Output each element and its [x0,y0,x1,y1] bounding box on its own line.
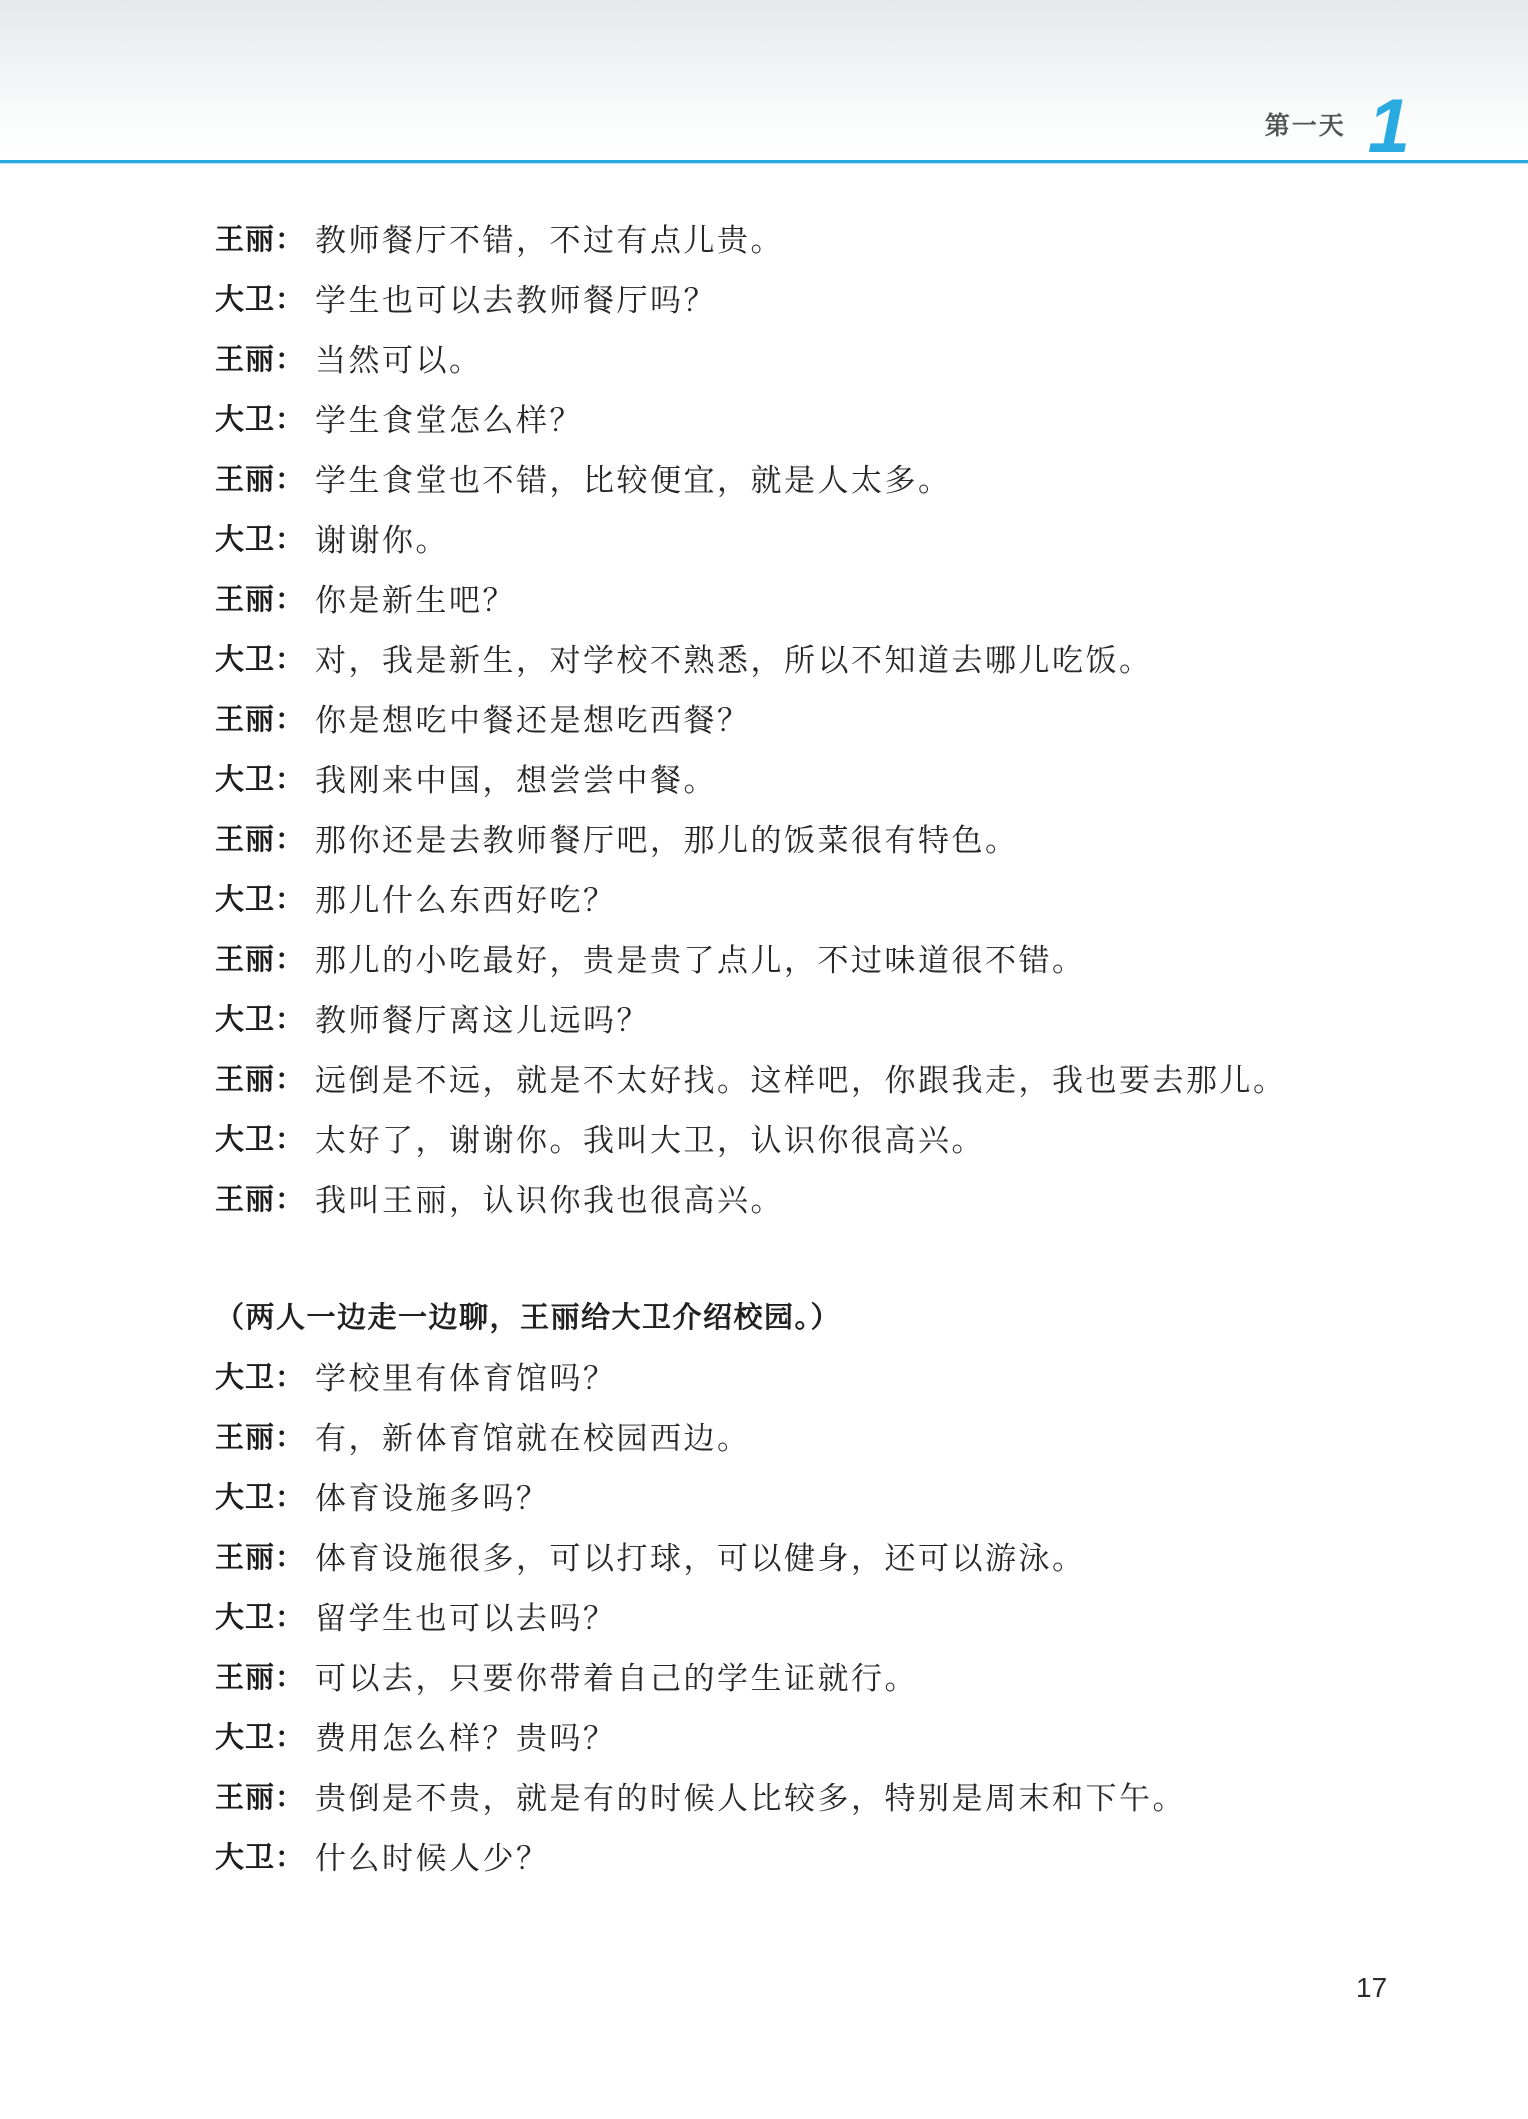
speaker-name: 王丽： [215,583,306,616]
dialogue-line [215,627,1438,687]
dialogue-text: 有，新体育馆就在校园西边。 [315,1420,751,1456]
dialogue-text: 留学生也可以去吗？ [315,1600,617,1636]
page-header [0,0,1528,169]
speaker-name: 大卫： [215,1003,306,1036]
stage-direction: （两人一边走一边聊，王丽给大卫介绍校园。） [215,1301,842,1334]
speaker-name: 大卫： [215,1841,306,1874]
dialogue-line [215,207,1438,267]
dialogue-line [215,1107,1438,1167]
dialogue-text: 你是想吃中餐还是想吃西餐？ [315,702,751,738]
dialogue-line [215,987,1438,1047]
dialogue-line [215,867,1438,927]
dialogue-line [215,447,1438,507]
unit-label: 第一天 [1264,112,1346,140]
dialogue-part-2 [215,1345,1438,1885]
dialogue-part-1 [215,207,1438,1227]
dialogue-text: 体育设施多吗？ [315,1480,550,1516]
speaker-name: 王丽： [215,1781,306,1814]
dialogue-text: 贵倒是不贵，就是有的时候人比较多，特别是周末和下午。 [315,1780,1187,1816]
page-number: 17 [1356,1972,1388,2003]
dialogue-text: 学生也可以去教师餐厅吗？ [315,282,718,318]
speaker-name: 大卫： [215,283,306,316]
dialogue-text: 谢谢你。 [315,522,450,558]
speaker-name: 王丽： [215,823,306,856]
dialogue-line [215,1825,1438,1885]
dialogue-line [215,1525,1438,1585]
speaker-name: 大卫： [215,403,306,436]
speaker-name: 大卫： [215,1481,306,1514]
dialogue-line [215,1645,1438,1705]
dialogue-text: 学生食堂怎么样？ [315,402,584,438]
speaker-name: 大卫： [215,643,306,676]
dialogue-text: 你是新生吧？ [315,582,517,618]
dialogue-line [215,807,1438,867]
dialogue-line [215,1465,1438,1525]
dialogue-text: 教师餐厅离这儿远吗？ [315,1002,651,1038]
dialogue-text: 太好了，谢谢你。我叫大卫，认识你很高兴。 [315,1122,986,1158]
dialogue-text: 我刚来中国，想尝尝中餐。 [315,762,718,798]
speaker-name: 王丽： [215,1183,306,1216]
dialogue-text: 当然可以。 [315,342,483,378]
speaker-name: 王丽： [215,343,306,376]
speaker-name: 王丽： [215,1541,306,1574]
dialogue-text: 那儿什么东西好吃？ [315,882,617,918]
speaker-name: 王丽： [215,223,306,256]
dialogue-line [215,927,1438,987]
unit-number: 1 [1367,83,1410,169]
speaker-name: 大卫： [215,1361,306,1394]
speaker-name: 大卫： [215,523,306,556]
dialogue-text: 什么时候人少？ [315,1840,550,1876]
dialogue-text: 我叫王丽，认识你我也很高兴。 [315,1182,785,1218]
dialogue-text: 费用怎么样？贵吗？ [315,1720,617,1756]
dialogue-text: 学校里有体育馆吗？ [315,1360,617,1396]
dialogue-line [215,687,1438,747]
dialogue-line [215,1047,1438,1107]
dialogue-line [215,1585,1438,1645]
dialogue-text: 体育设施很多，可以打球，可以健身，还可以游泳。 [315,1540,1086,1576]
dialogue-text: 对，我是新生，对学校不熟悉，所以不知道去哪儿吃饭。 [315,642,1153,678]
dialogue-line [215,507,1438,567]
dialogue-line [215,327,1438,387]
dialogue-text: 那你还是去教师餐厅吧，那儿的饭菜很有特色。 [315,822,1019,858]
speaker-name: 王丽： [215,1421,306,1454]
dialogue-line [215,387,1438,447]
speaker-name: 王丽： [215,943,306,976]
speaker-name: 大卫： [215,1721,306,1754]
dialogue-text: 那儿的小吃最好，贵是贵了点儿，不过味道很不错。 [315,942,1086,978]
dialogue-text: 可以去，只要你带着自己的学生证就行。 [315,1660,919,1696]
dialogue-text: 教师餐厅不错，不过有点儿贵。 [315,222,785,258]
speaker-name: 大卫： [215,1601,306,1634]
speaker-name: 大卫： [215,883,306,916]
speaker-name: 王丽： [215,1063,306,1096]
dialogue-line [215,567,1438,627]
speaker-name: 王丽： [215,703,306,736]
dialogue-line [215,747,1438,807]
dialogue-line [215,1765,1438,1825]
speaker-name: 王丽： [215,1661,306,1694]
speaker-name: 大卫： [215,1123,306,1156]
dialogue-line [215,1167,1438,1227]
speaker-name: 王丽： [215,463,306,496]
dialogue-text: 远倒是不远，就是不太好找。这样吧，你跟我走，我也要去那儿。 [315,1062,1287,1098]
header-lesson-block [1264,83,1410,169]
dialogue-text: 学生食堂也不错，比较便宜，就是人太多。 [315,462,952,498]
speaker-name: 大卫： [215,763,306,796]
dialogue-line [215,1405,1438,1465]
dialogue-line [215,1705,1438,1765]
dialogue-content [0,163,1528,1885]
dialogue-line [215,1345,1438,1405]
dialogue-line [215,267,1438,327]
